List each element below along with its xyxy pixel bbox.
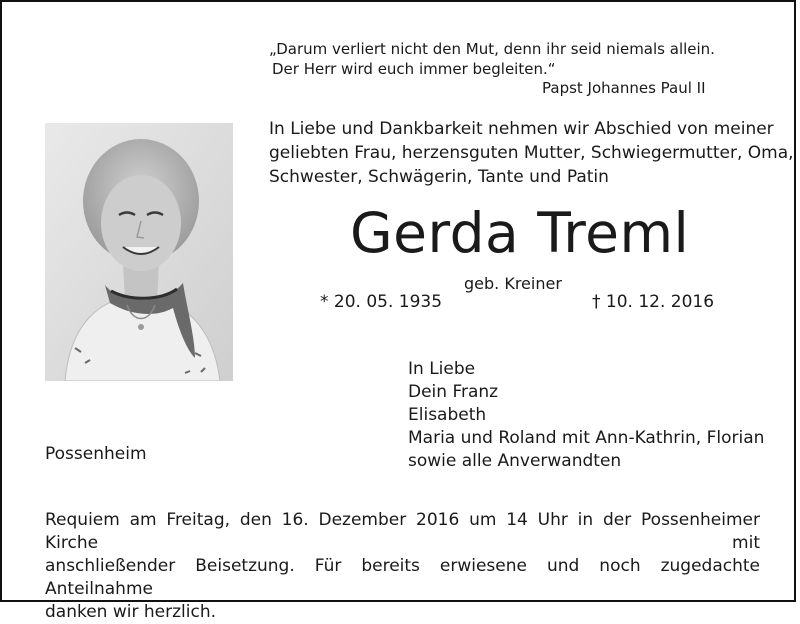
intro-line: Schwester, Schwägerin, Tante und Patin	[269, 167, 609, 187]
portrait-photo	[45, 123, 233, 381]
quote-line: „Darum verliert nicht den Mut, denn ihr seid niemals allein.	[269, 40, 715, 58]
mourner-line: Dein Franz	[408, 382, 499, 402]
intro-text	[269, 117, 794, 189]
maiden-name: geb. Kreiner	[464, 274, 562, 293]
quote-author: Papst Johannes Paul II	[542, 79, 706, 97]
intro-line: In Liebe und Dankbarkeit nehmen wir Abschied von meiner	[269, 119, 774, 139]
mourners-list	[408, 358, 764, 473]
mourner-line: sowie alle Anverwandten	[408, 451, 622, 471]
service-info	[45, 509, 760, 624]
deceased-name: Gerda Treml	[350, 201, 690, 265]
place-name: Possenheim	[45, 444, 147, 464]
service-line: danken wir herzlich.	[45, 602, 216, 622]
quote	[269, 39, 715, 79]
mourner-line: In Liebe	[408, 359, 476, 379]
death-date: † 10. 12. 2016	[592, 292, 715, 312]
service-line: anschließender Beisetzung. Für bereits erwiesene und noch zugedachte Anteilnahme	[45, 556, 760, 599]
mourner-line: Maria und Roland mit Ann-Kathrin, Florian	[408, 428, 765, 448]
intro-line: geliebten Frau, herzensguten Mutter, Schwiegermutter, Oma,	[269, 143, 794, 163]
birth-date: * 20. 05. 1935	[320, 292, 443, 312]
mourner-line: Elisabeth	[408, 405, 487, 425]
quote-line: Der Herr wird euch immer begleiten.“	[272, 60, 556, 78]
service-line: Requiem am Freitag, den 16. Dezember 2016 um 14 Uhr in der Possenheimer Kirche mit	[45, 510, 760, 553]
